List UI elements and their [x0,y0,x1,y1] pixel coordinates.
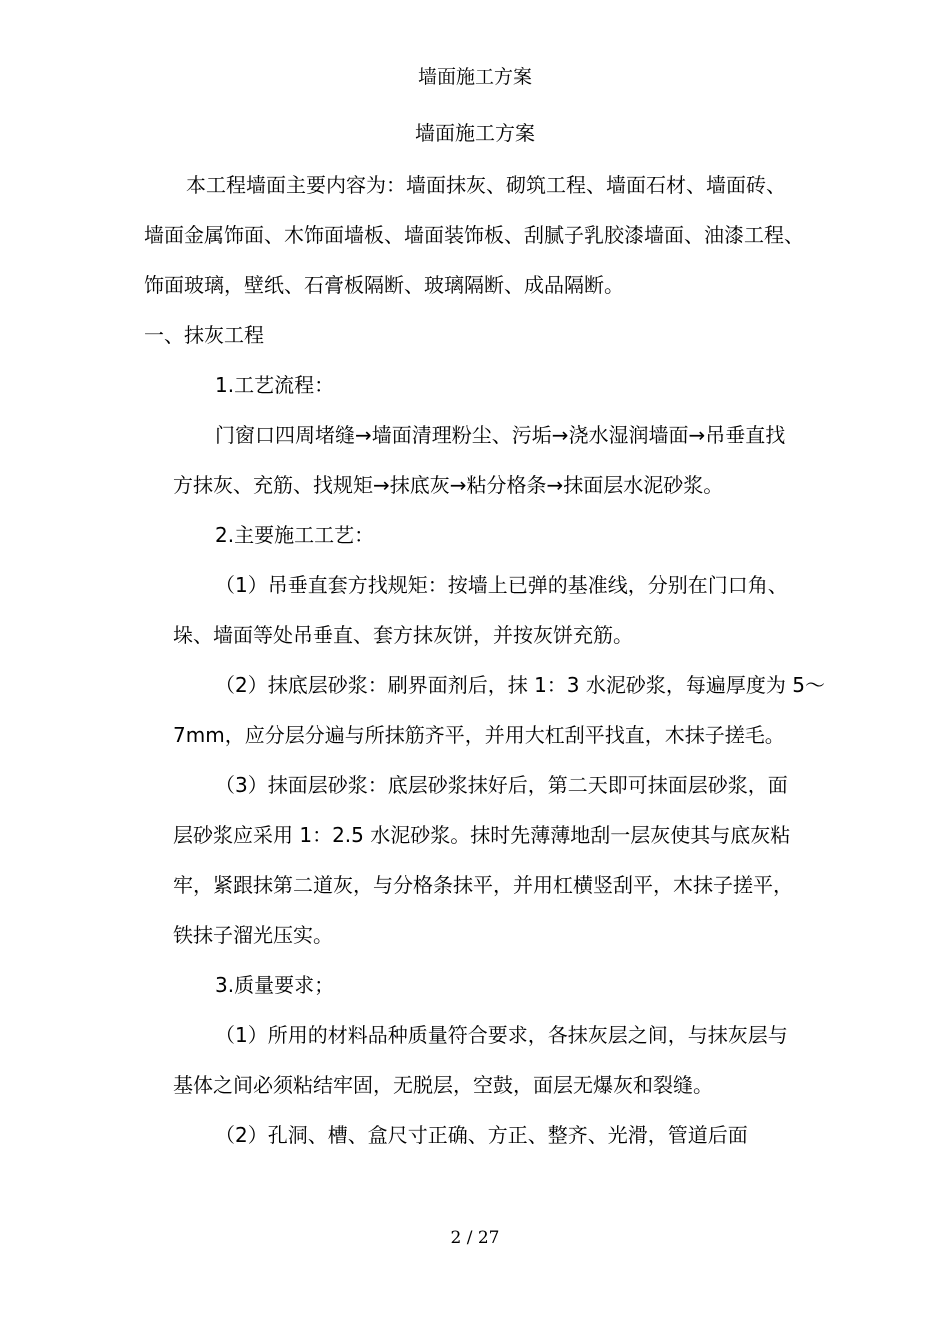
quality-item-line: （1）所用的材料品种质量符合要求，各抹灰层之间，与抹灰层与 [215,1023,788,1047]
process-line: 门窗口四周堵缝→墙面清理粉尘、污垢→浇水湿润墙面→吊垂直找 [215,423,786,447]
intro-line: 墙面金属饰面、木饰面墙板、墙面装饰板、刮腻子乳胶漆墙面、油漆工程、 [144,223,804,247]
subsection-heading: 2.主要施工工艺： [215,523,375,547]
craft-item-line: 垛、墙面等处吊垂直、套方抹灰饼，并按灰饼充筋。 [173,623,633,647]
running-header: 墙面施工方案 [417,66,532,88]
subsection-heading: 1.工艺流程： [215,373,335,397]
intro-line: 饰面玻璃，壁纸、石膏板隔断、玻璃隔断、成品隔断。 [144,273,624,297]
craft-item-line: 层砂浆应采用 1：2.5 水泥砂浆。抹时先薄薄地刮一层灰使其与底灰粘 [173,823,791,847]
craft-item-line: （3）抹面层砂浆：底层砂浆抹好后，第二天即可抹面层砂浆，面 [215,773,788,797]
craft-item-line: （1）吊垂直套方找规矩：按墙上已弹的基准线，分别在门口角、 [215,573,788,597]
quality-item-line: （2）孔洞、槽、盒尺寸正确、方正、整齐、光滑，管道后面 [215,1123,748,1147]
document-title: 墙面施工方案 [415,121,535,145]
intro-line: 本工程墙面主要内容为：墙面抹灰、砌筑工程、墙面石材、墙面砖、 [186,173,786,197]
craft-item-line: 7mm，应分层分遍与所抹筋齐平，并用大杠刮平找直，木抹子搓毛。 [173,723,785,747]
subsection-heading: 3.质量要求； [215,973,335,997]
page-number: 2 / 27 [450,1228,500,1248]
process-line: 方抹灰、充筋、找规矩→抹底灰→粘分格条→抹面层水泥砂浆。 [173,473,724,497]
document-body [144,160,825,1160]
craft-item-line: 牢，紧跟抹第二道灰，与分格条抹平，并用杠横竖刮平，木抹子搓平， [173,873,793,897]
quality-item-line: 基体之间必须粘结牢固，无脱层，空鼓，面层无爆灰和裂缝。 [173,1073,713,1097]
craft-item-line: （2）抹底层砂浆：刷界面剂后，抹 1：3 水泥砂浆，每遍厚度为 5～ [215,673,825,697]
section-heading: 一、抹灰工程 [144,323,264,347]
craft-item-line: 铁抹子溜光压实。 [173,923,333,947]
